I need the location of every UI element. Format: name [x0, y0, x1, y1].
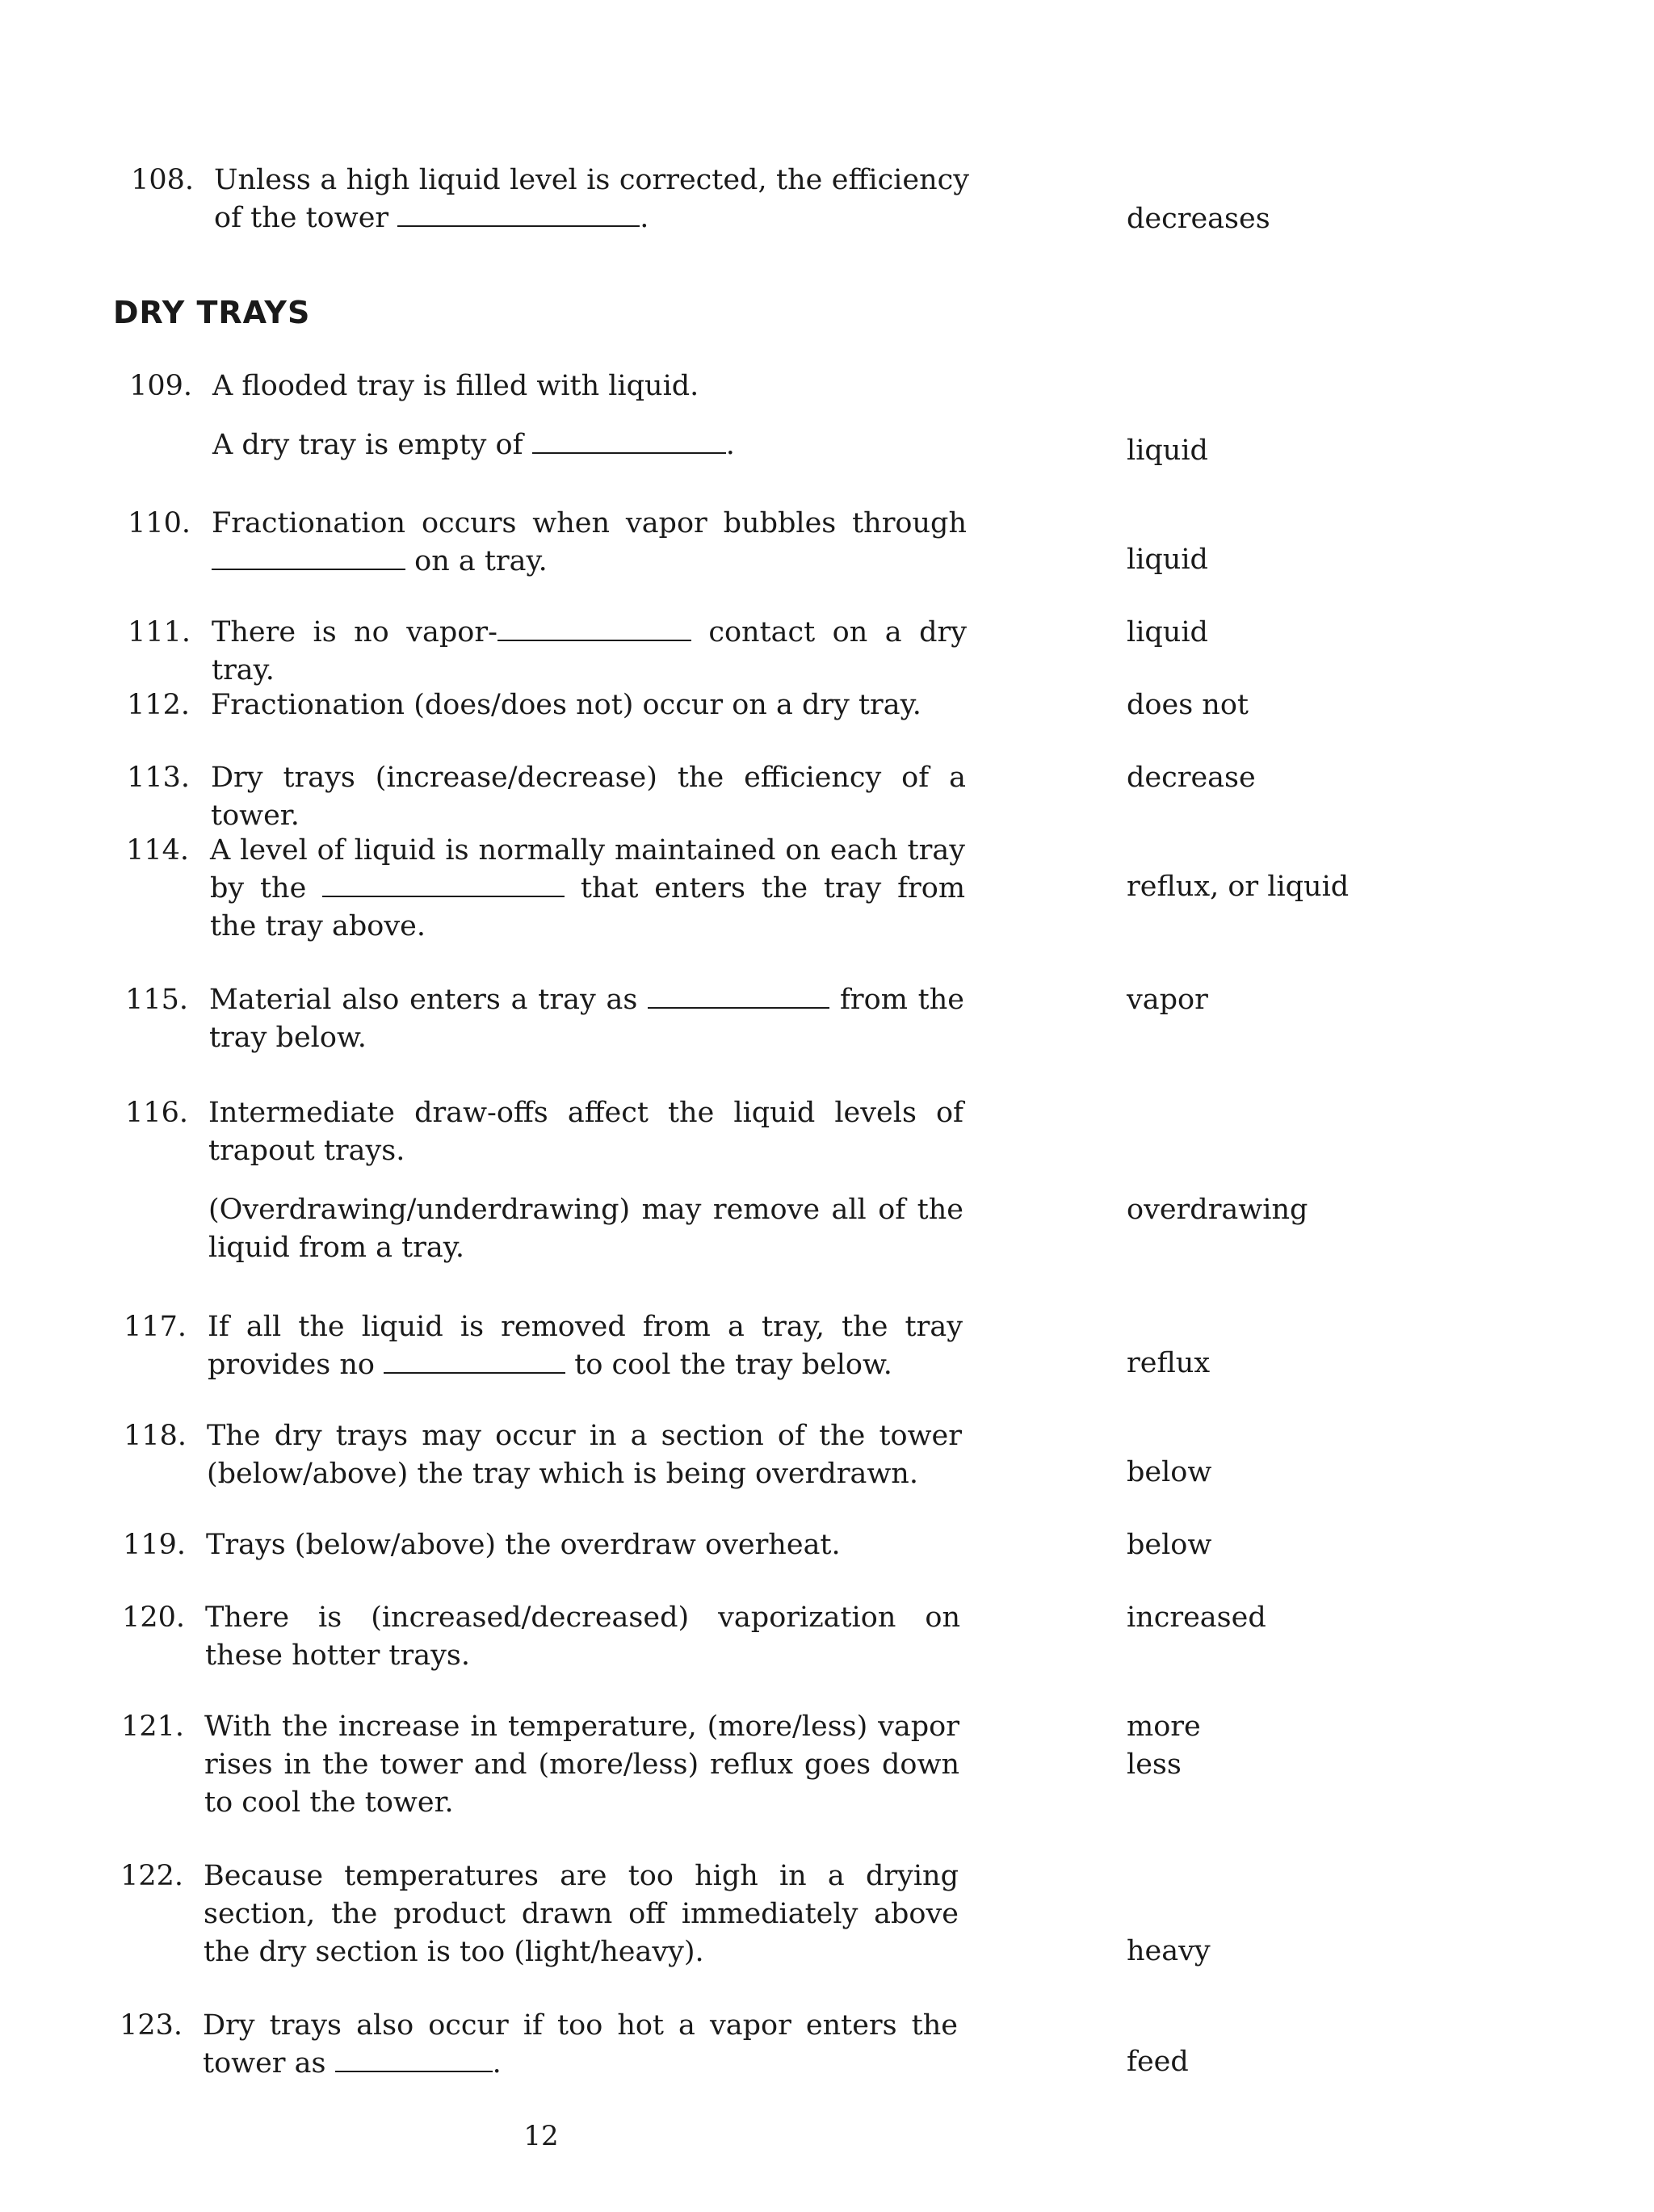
- answer-blank: [322, 871, 565, 897]
- question-text: Fractionation occurs when vapor bubbles through on a tray.: [212, 507, 967, 577]
- question-number: 113.: [127, 762, 190, 794]
- section-heading: DRY TRAYS: [113, 295, 311, 330]
- answer-text: more: [1127, 1710, 1201, 1743]
- question-number: 109.: [129, 370, 192, 402]
- answer-text: liquid: [1127, 544, 1208, 576]
- question-text: Fractionation (does/does not) occur on a dry tray.: [211, 689, 921, 721]
- question-number: 123.: [120, 2009, 183, 2042]
- question-number: 120.: [122, 1601, 185, 1634]
- answer-text: below: [1127, 1529, 1212, 1561]
- answer-text: increased: [1127, 1601, 1266, 1634]
- question-text: There is (increased/decreased) vaporization on these hotter trays.: [205, 1601, 960, 1672]
- question-text: Intermediate draw-offs affect the liquid levels of trapout trays. (Overdrawing/underdrawing) may remove all of the liquid from a tray.: [208, 1097, 963, 1264]
- question-number: 114.: [126, 834, 189, 867]
- question-text: The dry trays may occur in a section of the tower (below/above) the tray which is being overdrawn.: [207, 1420, 962, 1490]
- question-number: 119.: [123, 1529, 186, 1561]
- question-number: 110.: [128, 507, 191, 539]
- answer-blank: [397, 201, 640, 227]
- question-text: With the increase in temperature, (more/less) vapor rises in the tower and (more/less) reflux goes down to cool the tower.: [204, 1710, 959, 1819]
- question-number: 111.: [128, 616, 191, 648]
- answer-blank: [335, 2046, 493, 2072]
- question-number: 118.: [124, 1420, 187, 1452]
- question-text: Dry trays also occur if too hot a vapor enters the tower as .: [203, 2009, 958, 2080]
- question-number: 121.: [121, 1710, 184, 1743]
- answer-text: liquid: [1127, 434, 1208, 467]
- question-text: A level of liquid is normally maintained on each tray by the that enters the tray from the tray above.: [210, 834, 966, 942]
- question-text: There is no vapor- contact on a dry tray.: [212, 616, 967, 686]
- answer-text: vapor: [1127, 984, 1208, 1016]
- question-number: 117.: [124, 1311, 187, 1343]
- answer-text: decrease: [1127, 762, 1256, 794]
- question-text: Unless a high liquid level is corrected, the efficiency of the tower .: [214, 164, 969, 234]
- answer-text: liquid: [1127, 616, 1208, 648]
- question-number: 115.: [125, 984, 188, 1016]
- answer-text: does not: [1127, 689, 1249, 721]
- answer-blank: [384, 1348, 565, 1374]
- question-number: 122.: [120, 1860, 183, 1892]
- answer-text: below: [1127, 1456, 1212, 1488]
- answer-text: overdrawing: [1127, 1194, 1308, 1226]
- answer-text: less: [1127, 1748, 1182, 1781]
- answer-blank: [648, 983, 829, 1009]
- question-number: 108.: [131, 164, 194, 196]
- question-text: Trays (below/above) the overdraw overheat.: [206, 1529, 841, 1561]
- question-text: Material also enters a tray as from the tray below.: [209, 984, 964, 1054]
- answer-text: decreases: [1127, 203, 1270, 235]
- question-number: 116.: [125, 1097, 188, 1129]
- answer-text: reflux: [1127, 1347, 1211, 1379]
- answer-blank: [212, 544, 405, 570]
- question-text: A flooded tray is filled with liquid. A dry tray is empty of .: [212, 370, 735, 461]
- question-text: Dry trays (increase/decrease) the efficiency of a tower.: [211, 762, 966, 832]
- answer-text: reflux, or liquid: [1127, 871, 1350, 903]
- answer-text: feed: [1127, 2046, 1189, 2078]
- question-text: Because temperatures are too high in a drying section, the product drawn off immediately above the dry section is too (light/heavy).: [204, 1860, 959, 1968]
- question-text: If all the liquid is removed from a tray, the tray provides no to cool the tray below.: [208, 1311, 963, 1381]
- question-number: 112.: [127, 689, 190, 721]
- answer-blank: [497, 615, 691, 641]
- answer-blank: [532, 428, 726, 454]
- page-number: 12: [523, 2120, 559, 2152]
- answer-text: heavy: [1127, 1935, 1211, 1967]
